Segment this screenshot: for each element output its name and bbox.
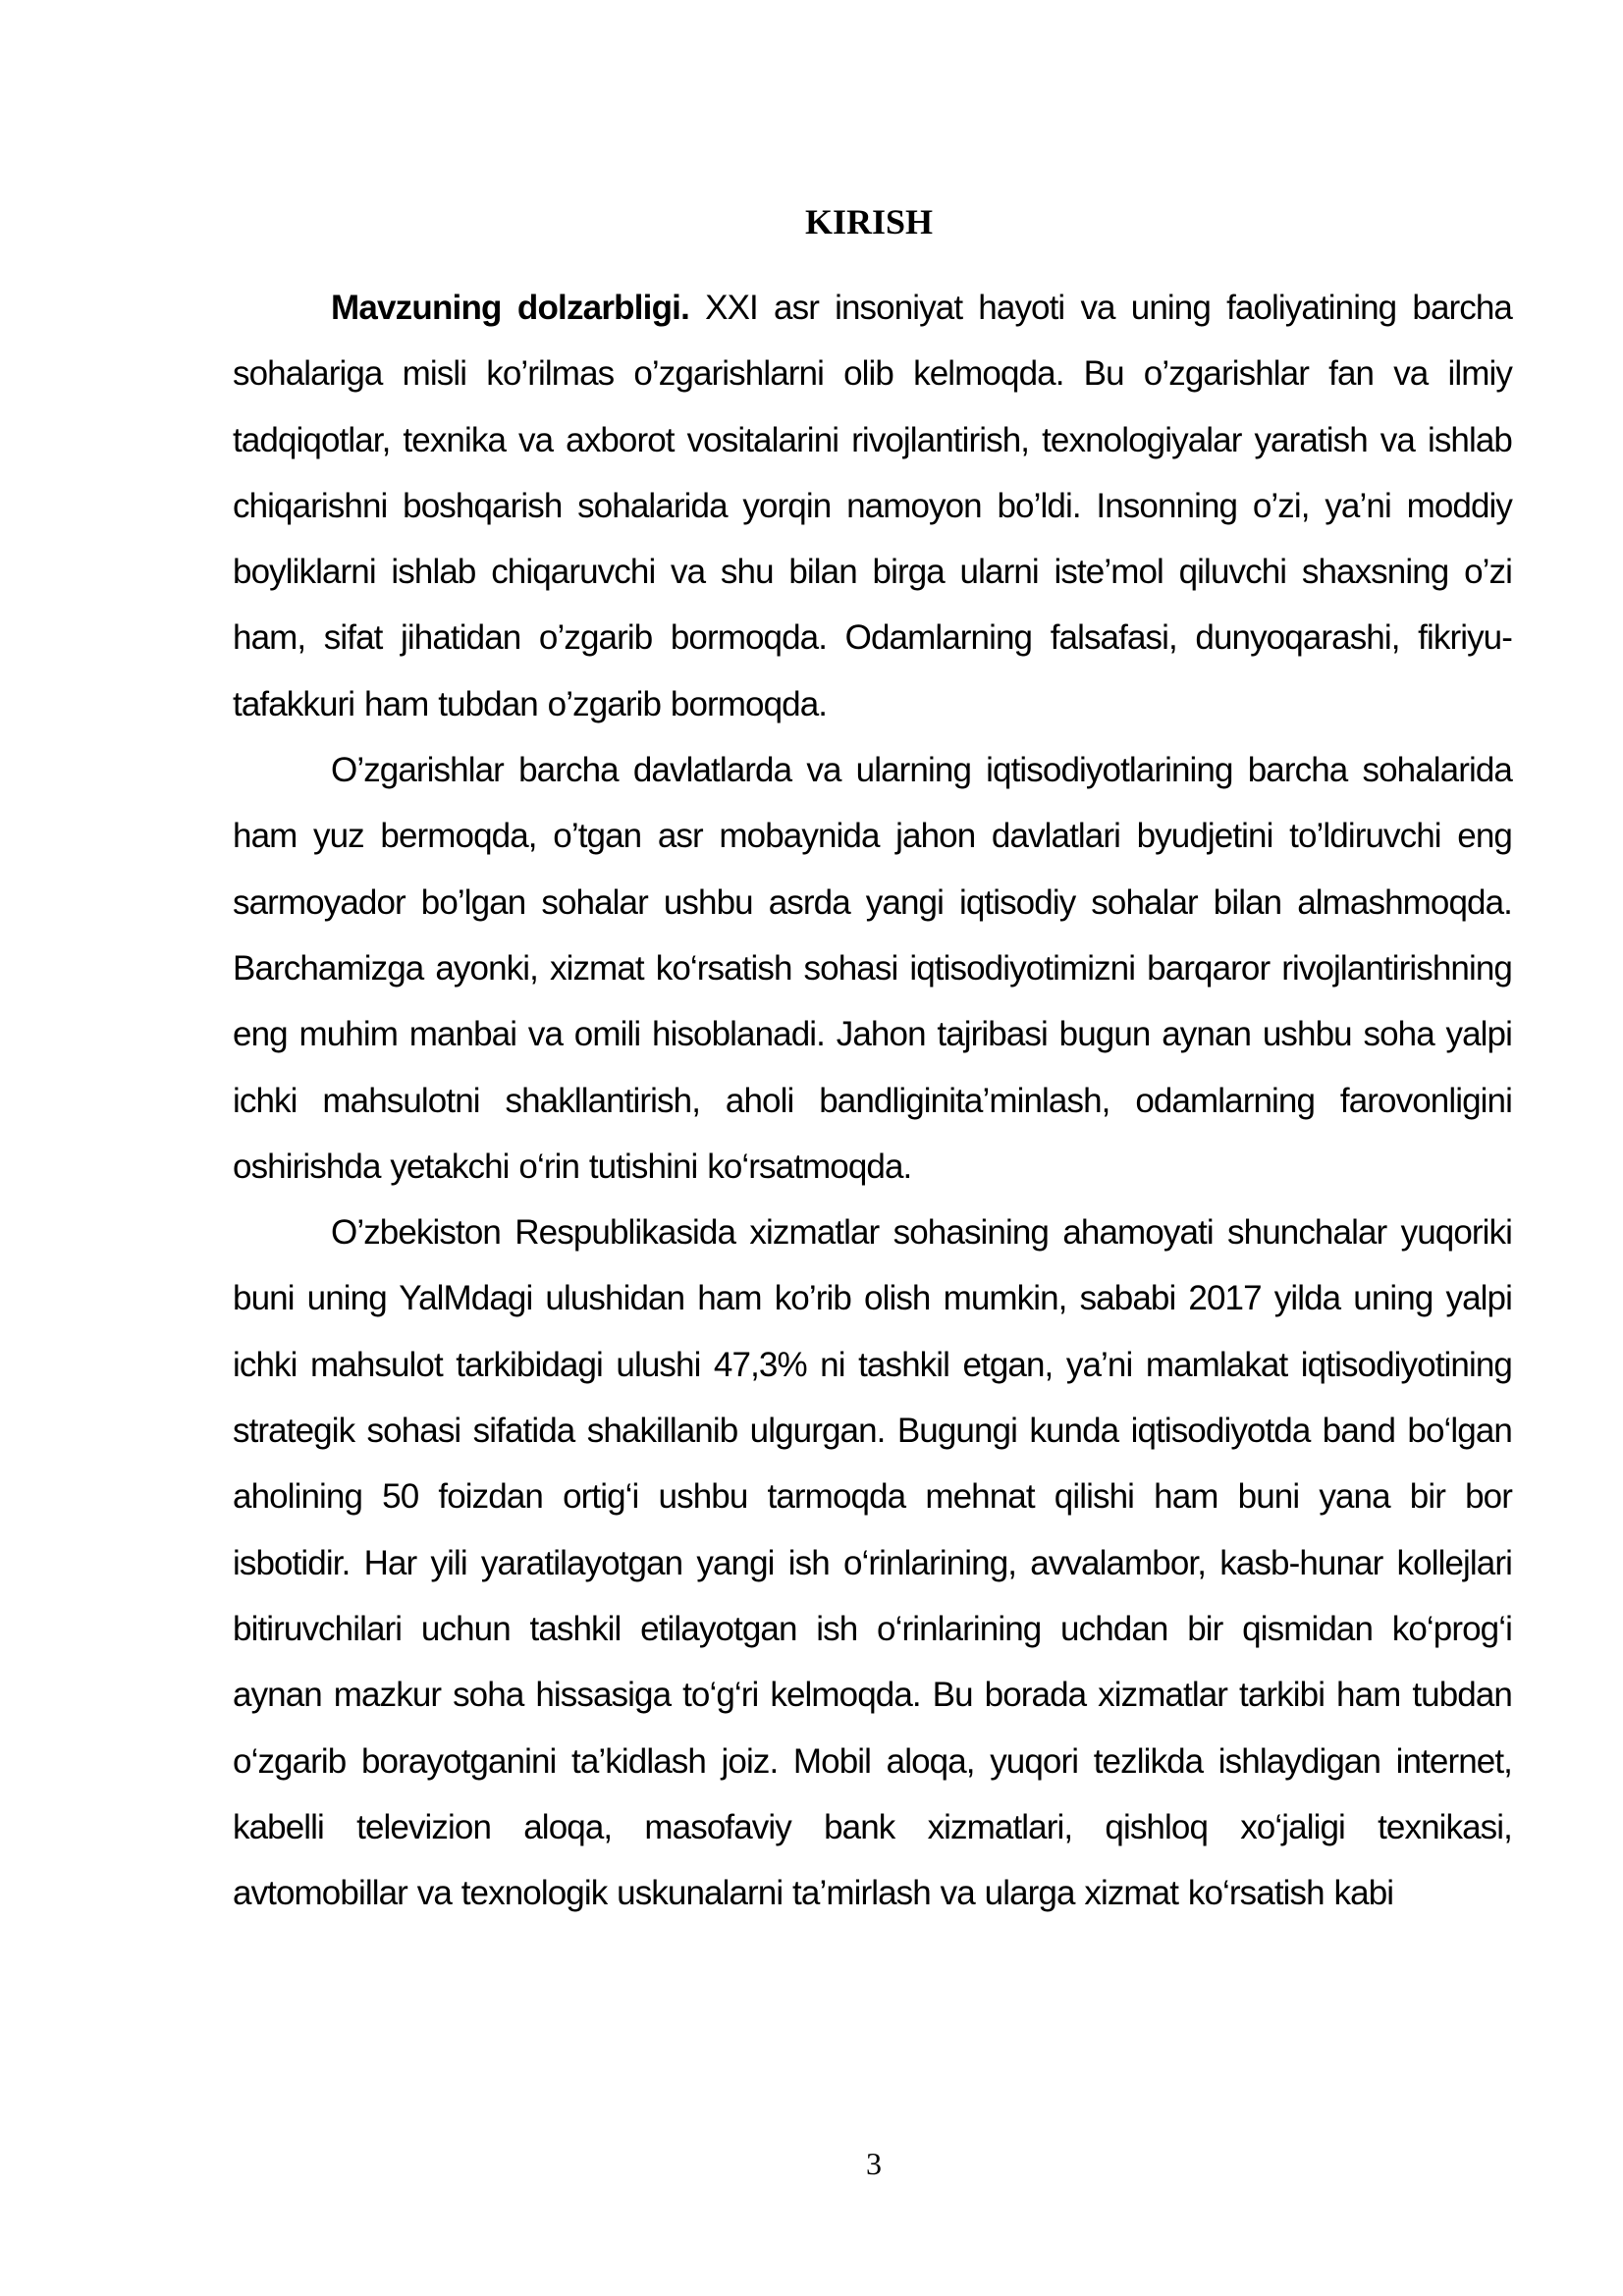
paragraph-relevance bbox=[233, 275, 1512, 737]
body-text bbox=[233, 275, 1512, 1926]
paragraph-changes: O’zgarishlar barcha davlatlarda va ularning iqtisodiyotlarining barcha sohalarida ham yuz bermoqda, o’tgan asr mobaynida jahon davlatlari byudjetini to’ldiruvchi eng sarmoyador bo’lgan sohalar ushbu asrda yangi iqtisodiy sohalar bilan almashmoqda. Barchamizga ayonki, xizmat ko‘rsatish sohasi iqtisodiyotimizni barqaror rivojlantirishning eng muhim manbai va omili hisoblanadi. Jahon tajribasi bugun aynan ushbu soha yalpi ichki mahsulotni shakllantirish, aholi bandliginita’minlash, odamlarning farovonligini oshirishda yetakchi o‘rin tutishini ko‘rsatmoqda. bbox=[233, 751, 1512, 1186]
paragraph-lead-heading: Mavzuning dolzarbligi. bbox=[331, 289, 690, 327]
section-title: KIRISH bbox=[804, 202, 934, 241]
paragraph-text: XXI asr insoniyat hayoti va uning faoliyatining barcha sohalariga misli ko’rilmas o’zgarishlarni olib kelmoqda. Bu o’zgarishlar fan va ilmiy tadqiqotlar, texnika va axborot vositalarini rivojlantirish, texnologiyalar yaratish va ishlab chiqarishni boshqarish sohalarida yorqin namoyon bo’ldi. Insonning o’zi, ya’ni moddiy boyliklarni ishlab chiqaruvchi va shu bilan birga ularni iste’mol qiluvchi shaxsning o’zi ham, sifat jihatidan o’zgarib bormoqda. Odamlarning falsafasi, dunyoqarashi, fikriyu-tafakkuri ham tubdan o’zgarib bormoqda. bbox=[233, 289, 1512, 723]
paragraph-uzbekistan-services: O’zbekiston Respublikasida xizmatlar sohasining ahamoyati shunchalar yuqoriki buni uning YalMdagi ulushidan ham ko’rib olish mumkin, sababi 2017 yilda uning yalpi ichki mahsulot tarkibidagi ulushi 47,3% ni tashkil etgan, ya’ni mamlakat iqtisodiyotining strategik sohasi sifatida shakillanib ulgurgan. Bugungi kunda iqtisodiyotda band bo‘lgan aholining 50 foizdan ortig‘i ushbu tarmoqda mehnat qilishi ham buni yana bir bor isbotidir. Har yili yaratilayotgan yangi ish o‘rinlarining, avvalambor, kasb-hunar kollejlari bitiruvchilari uchun tashkil etilayotgan ish o‘rinlarining uchdan bir qismidan ko‘prog‘i aynan mazkur soha hissasiga to‘g‘ri kelmoqda. Bu borada xizmatlar tarkibi ham tubdan o‘zgarib borayotganini ta’kidlash joiz. Mobil aloqa, yuqori tezlikda ishlaydigan internet, kabelli televizion aloqa, masofaviy bank xizmatlari, qishloq xo‘jaligi texnikasi, avtomobillar va texnologik uskunalarni ta’mirlash va ularga xizmat ko‘rsatish kabi bbox=[233, 1213, 1512, 1913]
page-number: 3 bbox=[866, 2146, 882, 2181]
